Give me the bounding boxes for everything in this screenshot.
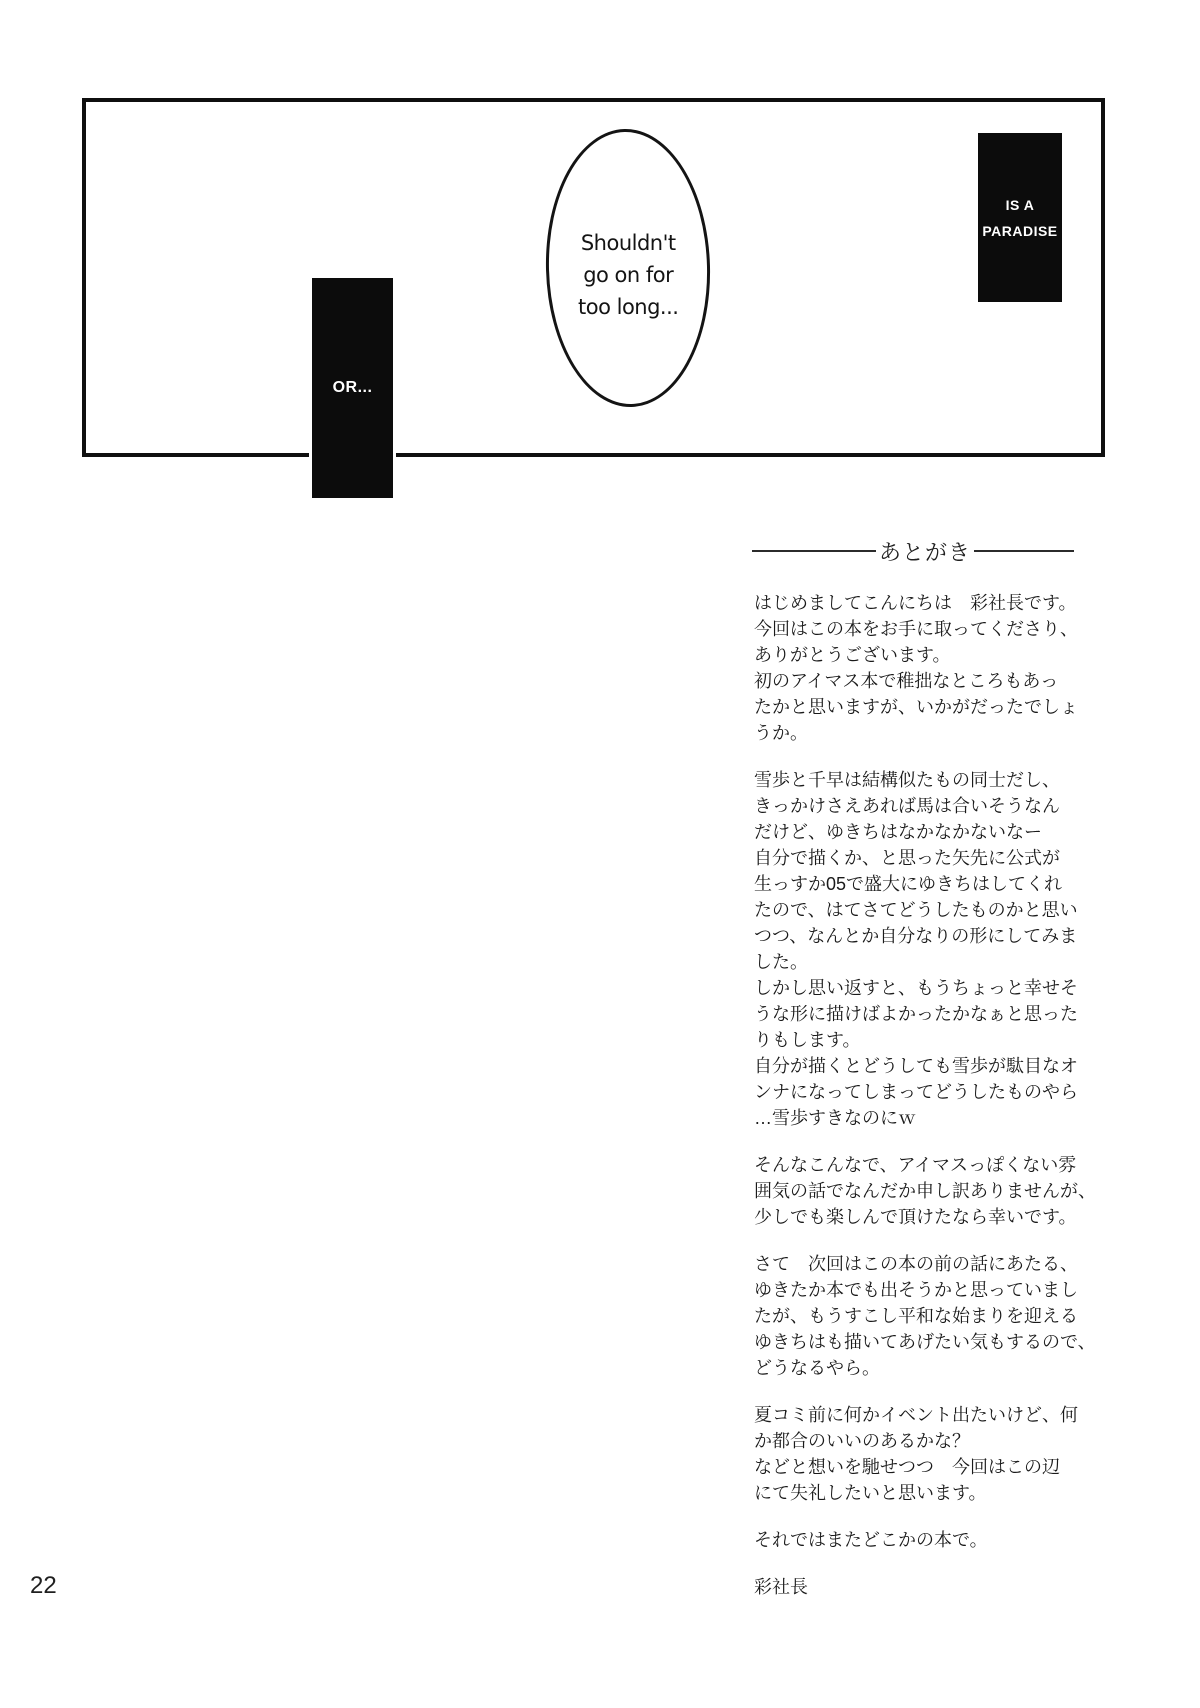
- afterword-line: はじめましてこんにちは 彩社長です。: [754, 593, 1077, 613]
- afterword-body: [754, 590, 1126, 1600]
- afterword-paragraph: [754, 1251, 1126, 1381]
- afterword-line: 雪歩と千早は結構似たもの同士だし、: [754, 770, 1060, 790]
- afterword-line: うな形に描けばよかったかなぁと思った: [754, 1004, 1078, 1024]
- afterword-line: などと想いを馳せつつ 今回はこの辺: [754, 1457, 1060, 1477]
- caption-box-or: [309, 275, 396, 501]
- afterword-line: 囲気の話でなんだか申し訳ありませんが、: [754, 1181, 1096, 1201]
- afterword-line: さて 次回はこの本の前の話にあたる、: [754, 1254, 1078, 1274]
- afterword-line: 今回はこの本をお手に取ってくださり、: [754, 619, 1078, 639]
- afterword-heading: [752, 536, 1074, 566]
- afterword-line: どうなるやら。: [754, 1358, 880, 1378]
- afterword-line: 生っすか05で盛大にゆきちはしてくれ: [754, 874, 1063, 894]
- afterword-line: ありがとうございます。: [754, 645, 951, 665]
- caption-paradise-line: PARADISE: [982, 222, 1058, 239]
- afterword-line: 夏コミ前に何かイベント出たいけど、何: [754, 1405, 1078, 1425]
- caption-or-label: OR...: [332, 379, 373, 396]
- afterword-title: あとがき: [879, 539, 972, 565]
- afterword-paragraphs: [754, 590, 1126, 1553]
- afterword-line: ンナになってしまってどうしたものやら: [754, 1082, 1078, 1102]
- caption-box-paradise: [978, 133, 1062, 302]
- afterword-paragraph: [754, 1402, 1126, 1506]
- caption-paradise-line: IS A: [1005, 196, 1035, 213]
- afterword-line: ゆきたか本でも出そうかと思っていまし: [754, 1280, 1078, 1300]
- afterword-line: そんなこんなで、アイマスっぽくない雰: [754, 1155, 1077, 1175]
- afterword-line: たので、はてさてどうしたものかと思い: [754, 900, 1078, 920]
- afterword-line: か都合のいいのあるかな？: [754, 1431, 970, 1451]
- afterword-line: つつ、なんとか自分なりの形にしてみま: [754, 926, 1078, 946]
- afterword-line: りもします。: [754, 1030, 861, 1050]
- speech-line: go on for: [582, 263, 674, 287]
- afterword-line: それではまたどこかの本で。: [754, 1530, 988, 1550]
- afterword-line: …雪歩すきなのにｗ: [754, 1108, 916, 1128]
- speech-bubble-text: [578, 213, 678, 323]
- afterword-paragraph: [754, 590, 1126, 746]
- speech-line: Shouldn't: [580, 231, 676, 255]
- afterword-line: 自分で描くか、と思った矢先に公式が: [754, 848, 1060, 868]
- afterword-line: ゆきちはも描いてあげたい気もするので、: [754, 1332, 1096, 1352]
- afterword-line: うか。: [754, 723, 808, 743]
- afterword-paragraph: [754, 1152, 1126, 1230]
- heading-rule-left: [752, 550, 876, 552]
- heading-rule-right: [974, 550, 1074, 552]
- afterword-line: 初のアイマス本で稚拙なところもあっ: [754, 671, 1059, 691]
- speech-line: too long...: [577, 295, 679, 319]
- afterword-line: だけど、ゆきちはなかなかないなー: [754, 822, 1042, 842]
- page-number: 22: [30, 1572, 57, 1599]
- afterword-line: しかし思い返すと、もうちょっと幸せそ: [754, 978, 1078, 998]
- afterword-paragraph: [754, 767, 1126, 1131]
- author-signature: 彩社長: [754, 1577, 808, 1597]
- afterword-line: たかと思いますが、いかがだったでしょ: [754, 697, 1078, 717]
- afterword-line: きっかけさえあれば馬は合いそうなん: [754, 796, 1060, 816]
- afterword-line: 自分が描くとどうしても雪歩が駄目なオ: [754, 1056, 1078, 1076]
- afterword-line: にて失礼したいと思います。: [754, 1483, 987, 1503]
- afterword-line: 少しでも楽しんで頂けたなら幸いです。: [754, 1207, 1077, 1227]
- afterword-line: した。: [754, 952, 808, 972]
- afterword-line: たが、もうすこし平和な始まりを迎える: [754, 1306, 1078, 1326]
- afterword-paragraph: [754, 1527, 1126, 1553]
